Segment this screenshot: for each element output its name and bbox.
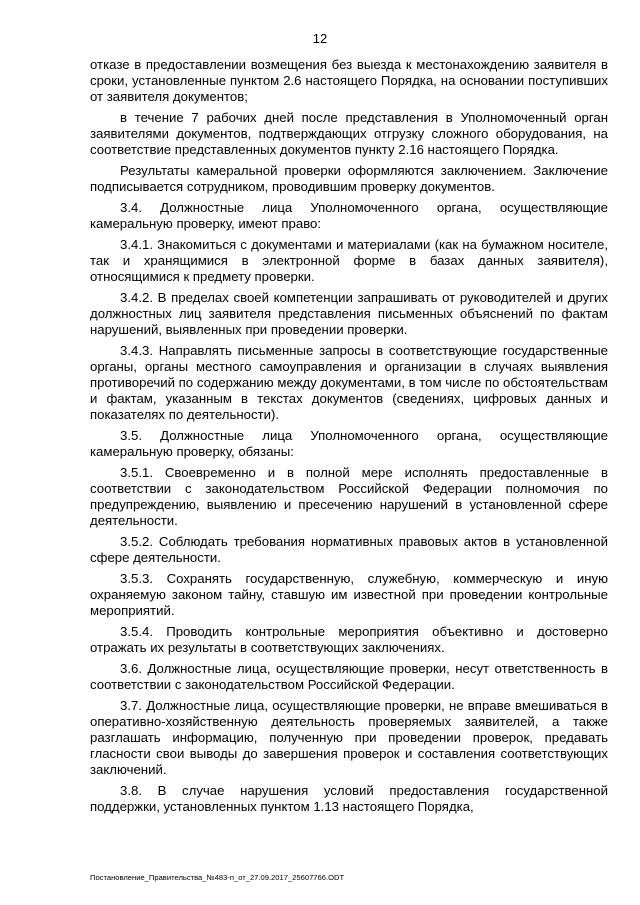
document-footer: Постановление_Правительства_№483-п_от_27.09.2017_25607766.ODT bbox=[90, 873, 345, 882]
paragraph: 3.5.3. Сохранять государственную, служебную, коммерческую и иную охраняемую законом тайну, ставшую им известной при проведении контрольные мероприятий. bbox=[90, 571, 608, 618]
paragraph: 3.4. Должностные лица Уполномоченного органа, осуществляющие камеральную проверку, имеют право: bbox=[90, 200, 608, 231]
paragraph: отказе в предоставлении возмещения без выезда к местонахождению заявителя в сроки, установленные пунктом 2.6 настоящего Порядка, на основании поступивших от заявителя документов; bbox=[90, 57, 608, 104]
paragraph: 3.7. Должностные лица, осуществляющие проверки, не вправе вмешиваться в оперативно-хозяйственную деятельность проверяемых заявителей, а также разглашать информацию, полученную при проведении проверок, предавать гласности свои выводы до завершения проверок и составления соответствующих заключений. bbox=[90, 698, 608, 777]
document-body bbox=[90, 57, 608, 820]
paragraph: 3.8. В случае нарушения условий предоставления государственной поддержки, установленных пунктом 1.13 настоящего Порядка, bbox=[90, 783, 608, 814]
paragraph: Результаты камеральной проверки оформляются заключением. Заключение подписывается сотрудником, проводившим проверку документов. bbox=[90, 163, 608, 194]
paragraph: 3.5. Должностные лица Уполномоченного органа, осуществляющие камеральную проверку, обязаны: bbox=[90, 428, 608, 459]
paragraph: 3.6. Должностные лица, осуществляющие проверки, несут ответственность в соответствии с законодательством Российской Федерации. bbox=[90, 661, 608, 692]
paragraph: 3.4.2. В пределах своей компетенции запрашивать от руководителей и других должностных лиц заявителя представления письменных объяснений по фактам нарушений, выявленных при проведении проверки. bbox=[90, 290, 608, 337]
paragraph: 3.5.4. Проводить контрольные мероприятия объективно и достоверно отражать их результаты в соответствующих заключениях. bbox=[90, 624, 608, 655]
paragraph: 3.5.1. Своевременно и в полной мере исполнять предоставленные в соответствии с законодательством Российской Федерации полномочия по предупреждению, выявлению и пресечению нарушений в установленной сфере деятельности. bbox=[90, 465, 608, 528]
paragraph: 3.5.2. Соблюдать требования нормативных правовых актов в установленной сфере деятельности. bbox=[90, 534, 608, 565]
paragraph: 3.4.3. Направлять письменные запросы в соответствующие государственные органы, органы местного самоуправления и организации в случаях выявления противоречий по содержанию между документами, в том числе по обстоятельствам и фактам, указанным в текстах документов (сведениях, цифровых данных и показателях по деятельности). bbox=[90, 343, 608, 422]
paragraph: в течение 7 рабочих дней после представления в Уполномоченный орган заявителями документов, подтверждающих отгрузку сложного оборудования, на соответствие представленных документов пункту 2.16 настоящего Порядка. bbox=[90, 110, 608, 157]
paragraph: 3.4.1. Знакомиться с документами и материалами (как на бумажном носителе, так и хранящимися в электронной форме в базах данных заявителя), относящимися к предмету проверки. bbox=[90, 237, 608, 284]
page-number: 12 bbox=[312, 31, 328, 46]
